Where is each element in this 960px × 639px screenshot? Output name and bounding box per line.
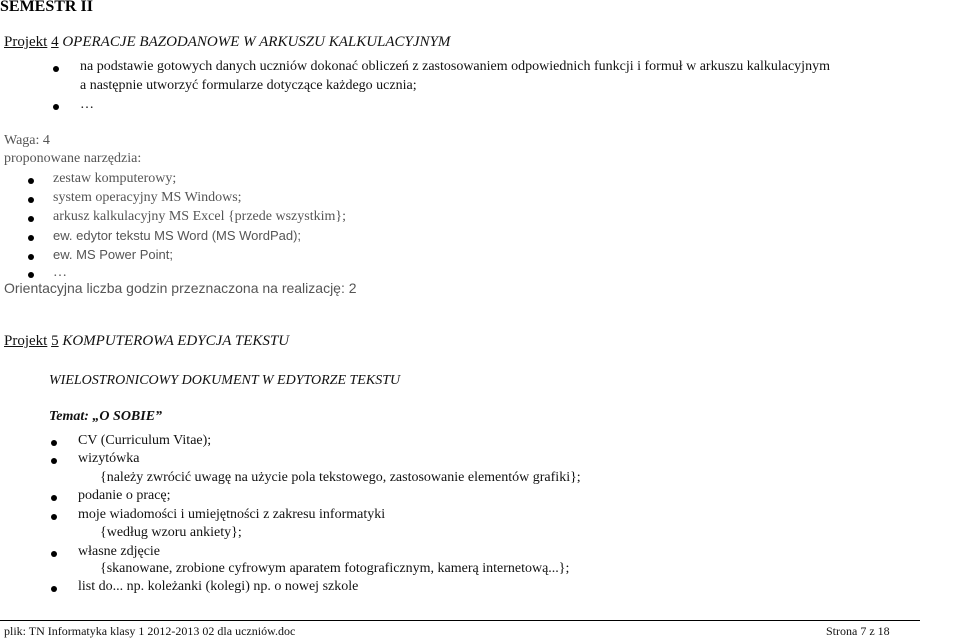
hours-text: Orientacyjna liczba godzin przeznaczona na realizację: 2 bbox=[4, 280, 357, 296]
tool-item: ew. edytor tekstu MS Word (MS WordPad); bbox=[53, 228, 302, 243]
semester-heading: SEMESTR II bbox=[0, 0, 93, 15]
tools-heading: proponowane narzędzia: bbox=[4, 151, 142, 166]
project4-title: OPERACJE BAZODANOWE W ARKUSZU KALKULACYJNYM bbox=[62, 34, 451, 50]
project5-item: własne zdjęcie bbox=[78, 544, 161, 559]
project5-item: moje wiadomości i umiejętności z zakresu informatyki bbox=[78, 507, 386, 522]
bullet-icon bbox=[28, 254, 34, 260]
bullet-icon bbox=[28, 197, 34, 203]
project5-item-note: {według wzoru ankiety}; bbox=[100, 525, 242, 540]
project5-title: KOMPUTEROWA EDYCJA TEKSTU bbox=[62, 333, 290, 349]
bullet-icon bbox=[51, 551, 57, 557]
project5-item: podanie o pracę; bbox=[78, 488, 171, 503]
project4-heading bbox=[4, 34, 450, 51]
project4-bullet-1-cont: a następnie utworzyć formularze dotyczące każdego ucznia; bbox=[80, 78, 417, 93]
topic-label: Temat: bbox=[49, 409, 89, 424]
bullet-icon bbox=[51, 514, 57, 520]
project5-item: list do... np. koleżanki (kolegi) np. o nowej szkole bbox=[78, 579, 359, 594]
project4-bullet-1: na podstawie gotowych danych uczniów dokonać obliczeń z zastosowaniem odpowiednich funkcji i formuł w arkuszu kalkulacyjnym bbox=[80, 59, 830, 74]
bullet-icon bbox=[53, 104, 59, 110]
bullet-icon bbox=[53, 66, 59, 72]
project4-bullet-2: … bbox=[80, 97, 94, 112]
bullet-icon bbox=[28, 272, 34, 278]
project5-number: 5 bbox=[51, 333, 59, 349]
project4-label: Projekt bbox=[4, 34, 48, 50]
project5-item: CV (Curriculum Vitae); bbox=[78, 433, 212, 448]
project5-heading bbox=[4, 333, 289, 350]
footer-page: Strona 7 z 18 bbox=[826, 624, 890, 638]
bullet-icon bbox=[51, 458, 57, 464]
project5-item: wizytówka bbox=[78, 451, 140, 466]
bullet-icon bbox=[28, 178, 34, 184]
footer-divider bbox=[0, 620, 920, 621]
weight-text: Waga: 4 bbox=[4, 133, 50, 148]
tool-item: ew. MS Power Point; bbox=[53, 247, 173, 262]
bullet-icon bbox=[51, 440, 57, 446]
bullet-icon bbox=[51, 586, 57, 592]
project4-number: 4 bbox=[51, 34, 59, 50]
project5-subtitle: WIELOSTRONICOWY DOKUMENT W EDYTORZE TEKSTU bbox=[49, 373, 401, 388]
tool-item: … bbox=[53, 265, 67, 280]
tool-item: arkusz kalkulacyjny MS Excel {przede wszystkim}; bbox=[53, 209, 346, 224]
bullet-icon bbox=[28, 235, 34, 241]
bullet-icon bbox=[28, 216, 34, 222]
tool-item: system operacyjny MS Windows; bbox=[53, 190, 242, 205]
topic-line bbox=[49, 409, 162, 425]
tool-item: zestaw komputerowy; bbox=[53, 171, 177, 186]
project5-item-note: {należy zwrócić uwagę na użycie pola tekstowego, zastosowanie elementów grafiki}; bbox=[100, 470, 581, 485]
topic-value: „O SOBIE” bbox=[92, 409, 163, 424]
bullet-icon bbox=[51, 495, 57, 501]
project5-label: Projekt bbox=[4, 333, 48, 349]
project5-item-note: {skanowane, zrobione cyfrowym aparatem fotograficznym, kamerą internetową...}; bbox=[100, 561, 570, 576]
footer-file: plik: TN Informatyka klasy 1 2012-2013 02 dla uczniów.doc bbox=[4, 624, 296, 638]
